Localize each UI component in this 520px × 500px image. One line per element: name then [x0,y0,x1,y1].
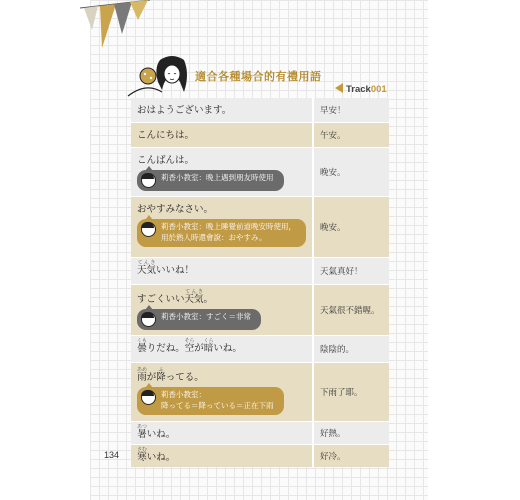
chinese-translation: 好冷。 [312,445,389,467]
chinese-translation: 晚安。 [312,197,389,257]
section-title: 適合各種場合的有禮用語 [195,70,322,83]
table-row [131,362,389,421]
bunting-decoration-icon [80,0,150,60]
table-row [131,335,389,362]
japanese-phrase: 天気てんき [137,260,157,276]
table-row [131,421,389,444]
teacher-note: 莉香小教室：すごく＝非常 [137,309,261,330]
japanese-phrase: こんにちは。 [137,130,195,141]
chinese-translation: 好熱。 [312,422,389,444]
chinese-translation: 下雨了耶。 [312,363,389,421]
girl-illustration-icon [126,52,196,100]
teacher-avatar-icon [141,173,156,188]
speaker-icon [335,83,343,93]
teacher-note: 莉香小教室：晚上睡覺前道晚安時使用， 用於熟人時還會說：おやすみ。 [137,219,306,247]
japanese-phrase: おはようございます。 [137,105,232,116]
teacher-note: 莉香小教室：晚上遇到朋友時使用 [137,170,284,191]
table-row [131,122,389,147]
teacher-avatar-icon [141,222,156,237]
table-row [131,196,389,257]
chinese-translation: 天氣真好！ [312,258,389,284]
chinese-translation: 早安！ [312,98,389,122]
track-number: 001 [370,84,387,95]
track-label: Track001 [335,83,387,95]
phrase-table [131,98,389,467]
teacher-note: 莉香小教室： 降ってる＝降っている＝正在下雨 [137,387,284,415]
chinese-translation: 晚安。 [312,148,389,196]
japanese-phrase: こんばんは。 [137,155,195,166]
table-row [131,444,389,467]
chinese-translation: 午安。 [312,123,389,147]
chinese-translation: 陰陰的。 [312,336,389,362]
table-row: 天気てんきいいね！ 天氣真好！ [131,257,389,284]
teacher-avatar-icon [141,312,156,327]
table-row [131,98,389,122]
japanese-phrase: おやすみなさい。 [137,204,214,215]
teacher-avatar-icon [141,390,156,405]
table-row [131,147,389,196]
japanese-phrase: 曇くもりだね。空そらが暗くらいね。 [137,338,242,354]
japanese-phrase: すごくいい天気てんき。 [137,289,214,305]
table-row [131,284,389,335]
japanese-phrase: 寒さむいね。 [137,447,176,463]
japanese-phrase: 暑あついね。 [137,424,176,440]
japanese-phrase: 雨あめが降ふってる。 [137,367,204,383]
page-number: 134 [104,450,120,460]
chinese-translation: 天氣很不錯喔。 [312,285,389,335]
